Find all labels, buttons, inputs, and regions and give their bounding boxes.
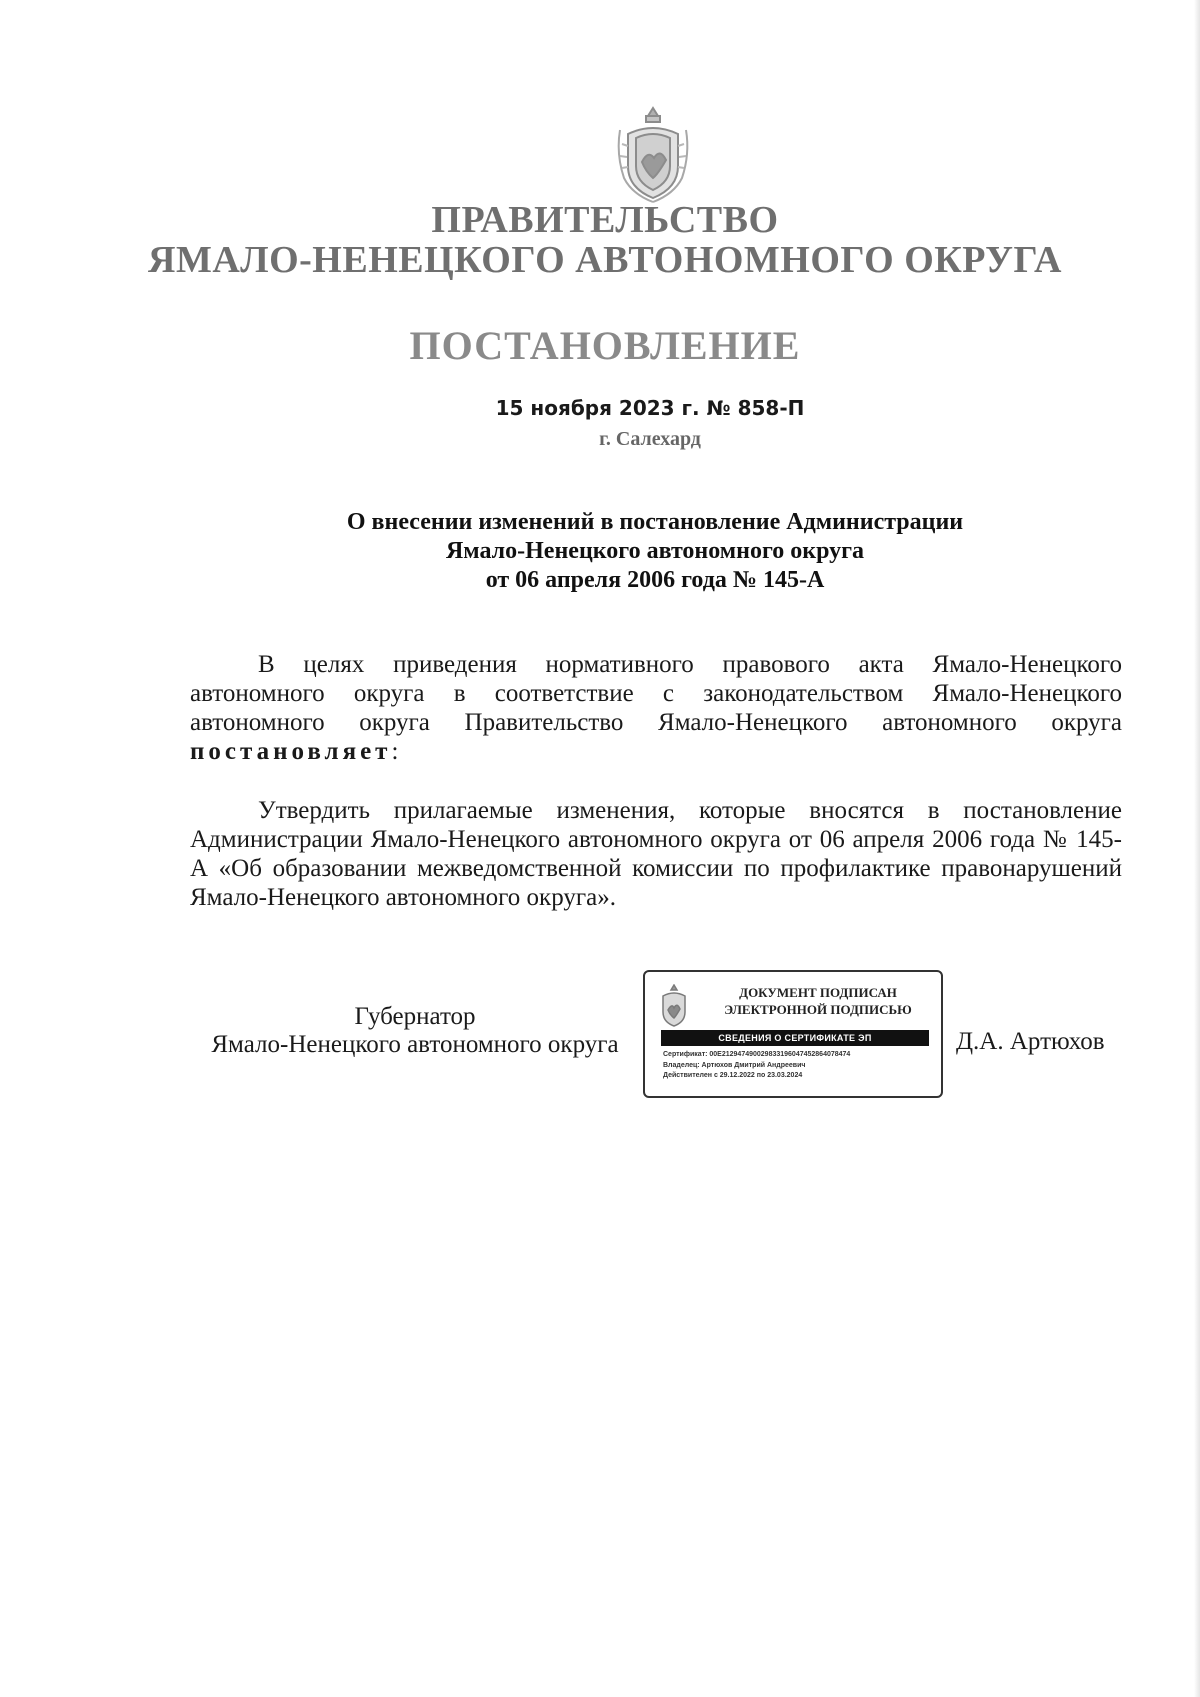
body-paragraph-1-text: В целях приведения нормативного правового акта Ямало-Ненецкого автономного округа в соответствие с законодательством Ямало-Ненецкого автономного округа Правительство Ямало-Ненецкого автономного округа [190, 651, 1122, 736]
signer-position-line-1: Губернатор [354, 1003, 476, 1030]
resolution-keyword: постановляет [190, 738, 392, 765]
organization-name-line-2: ЯМАЛО-НЕНЕЦКОГО АВТОНОМНОГО ОКРУГА [148, 239, 1062, 281]
document-city: г. Салехард [599, 428, 701, 450]
resolution-keyword-colon: : [391, 738, 399, 765]
document-title-line-1: О внесении изменений в постановление Администрации [346, 509, 964, 535]
document-title-line-3: от 06 апреля 2006 года № 145-А [485, 567, 825, 593]
stamp-certificate-validity: Действителен с 29.12.2022 по 23.03.2024 [663, 1072, 803, 1079]
signer-name: Д.А. Артюхов [956, 1028, 1105, 1055]
body-paragraph-1 [190, 650, 1122, 766]
stamp-heading [703, 984, 933, 1018]
stamp-certificate-bar: СВЕДЕНИЯ О СЕРТИФИКАТЕ ЭП [661, 1030, 929, 1046]
body-paragraph-2-text: Утвердить прилагаемые изменения, которые вносятся в постановление Администрации Ямало-Ненецкого автономного округа от 06 апреля 2006 года № 145-А «Об образовании межведомственной комиссии по профилактике правонарушений Ямало-Ненецкого автономного округа». [190, 797, 1122, 911]
document-title-line-2: Ямало-Ненецкого автономного округа [445, 538, 865, 564]
stamp-certificate-number: Сертификат: 00E212947490029833196047452864078474 [663, 1051, 851, 1058]
organization-name-line-1: ПРАВИТЕЛЬСТВО [431, 199, 779, 241]
document-date-number: 15 ноября 2023 г. № 858-П [495, 396, 805, 420]
stamp-certificate-details [663, 1050, 933, 1082]
stamp-coat-of-arms-icon [659, 984, 689, 1028]
stamp-heading-line-2: ЭЛЕКТРОННОЙ ПОДПИСЬЮ [724, 1002, 912, 1017]
coat-of-arms-icon [614, 104, 692, 204]
body-paragraph-2 [190, 796, 1122, 912]
electronic-signature-stamp [643, 970, 943, 1098]
document-type: ПОСТАНОВЛЕНИЕ [409, 323, 801, 368]
stamp-certificate-owner: Владелец: Артюхов Дмитрий Андреевич [663, 1061, 806, 1069]
signer-position-line-2: Ямало-Ненецкого автономного округа [211, 1031, 619, 1058]
document-title [200, 508, 1110, 595]
stamp-heading-line-1: ДОКУМЕНТ ПОДПИСАН [739, 985, 897, 1000]
